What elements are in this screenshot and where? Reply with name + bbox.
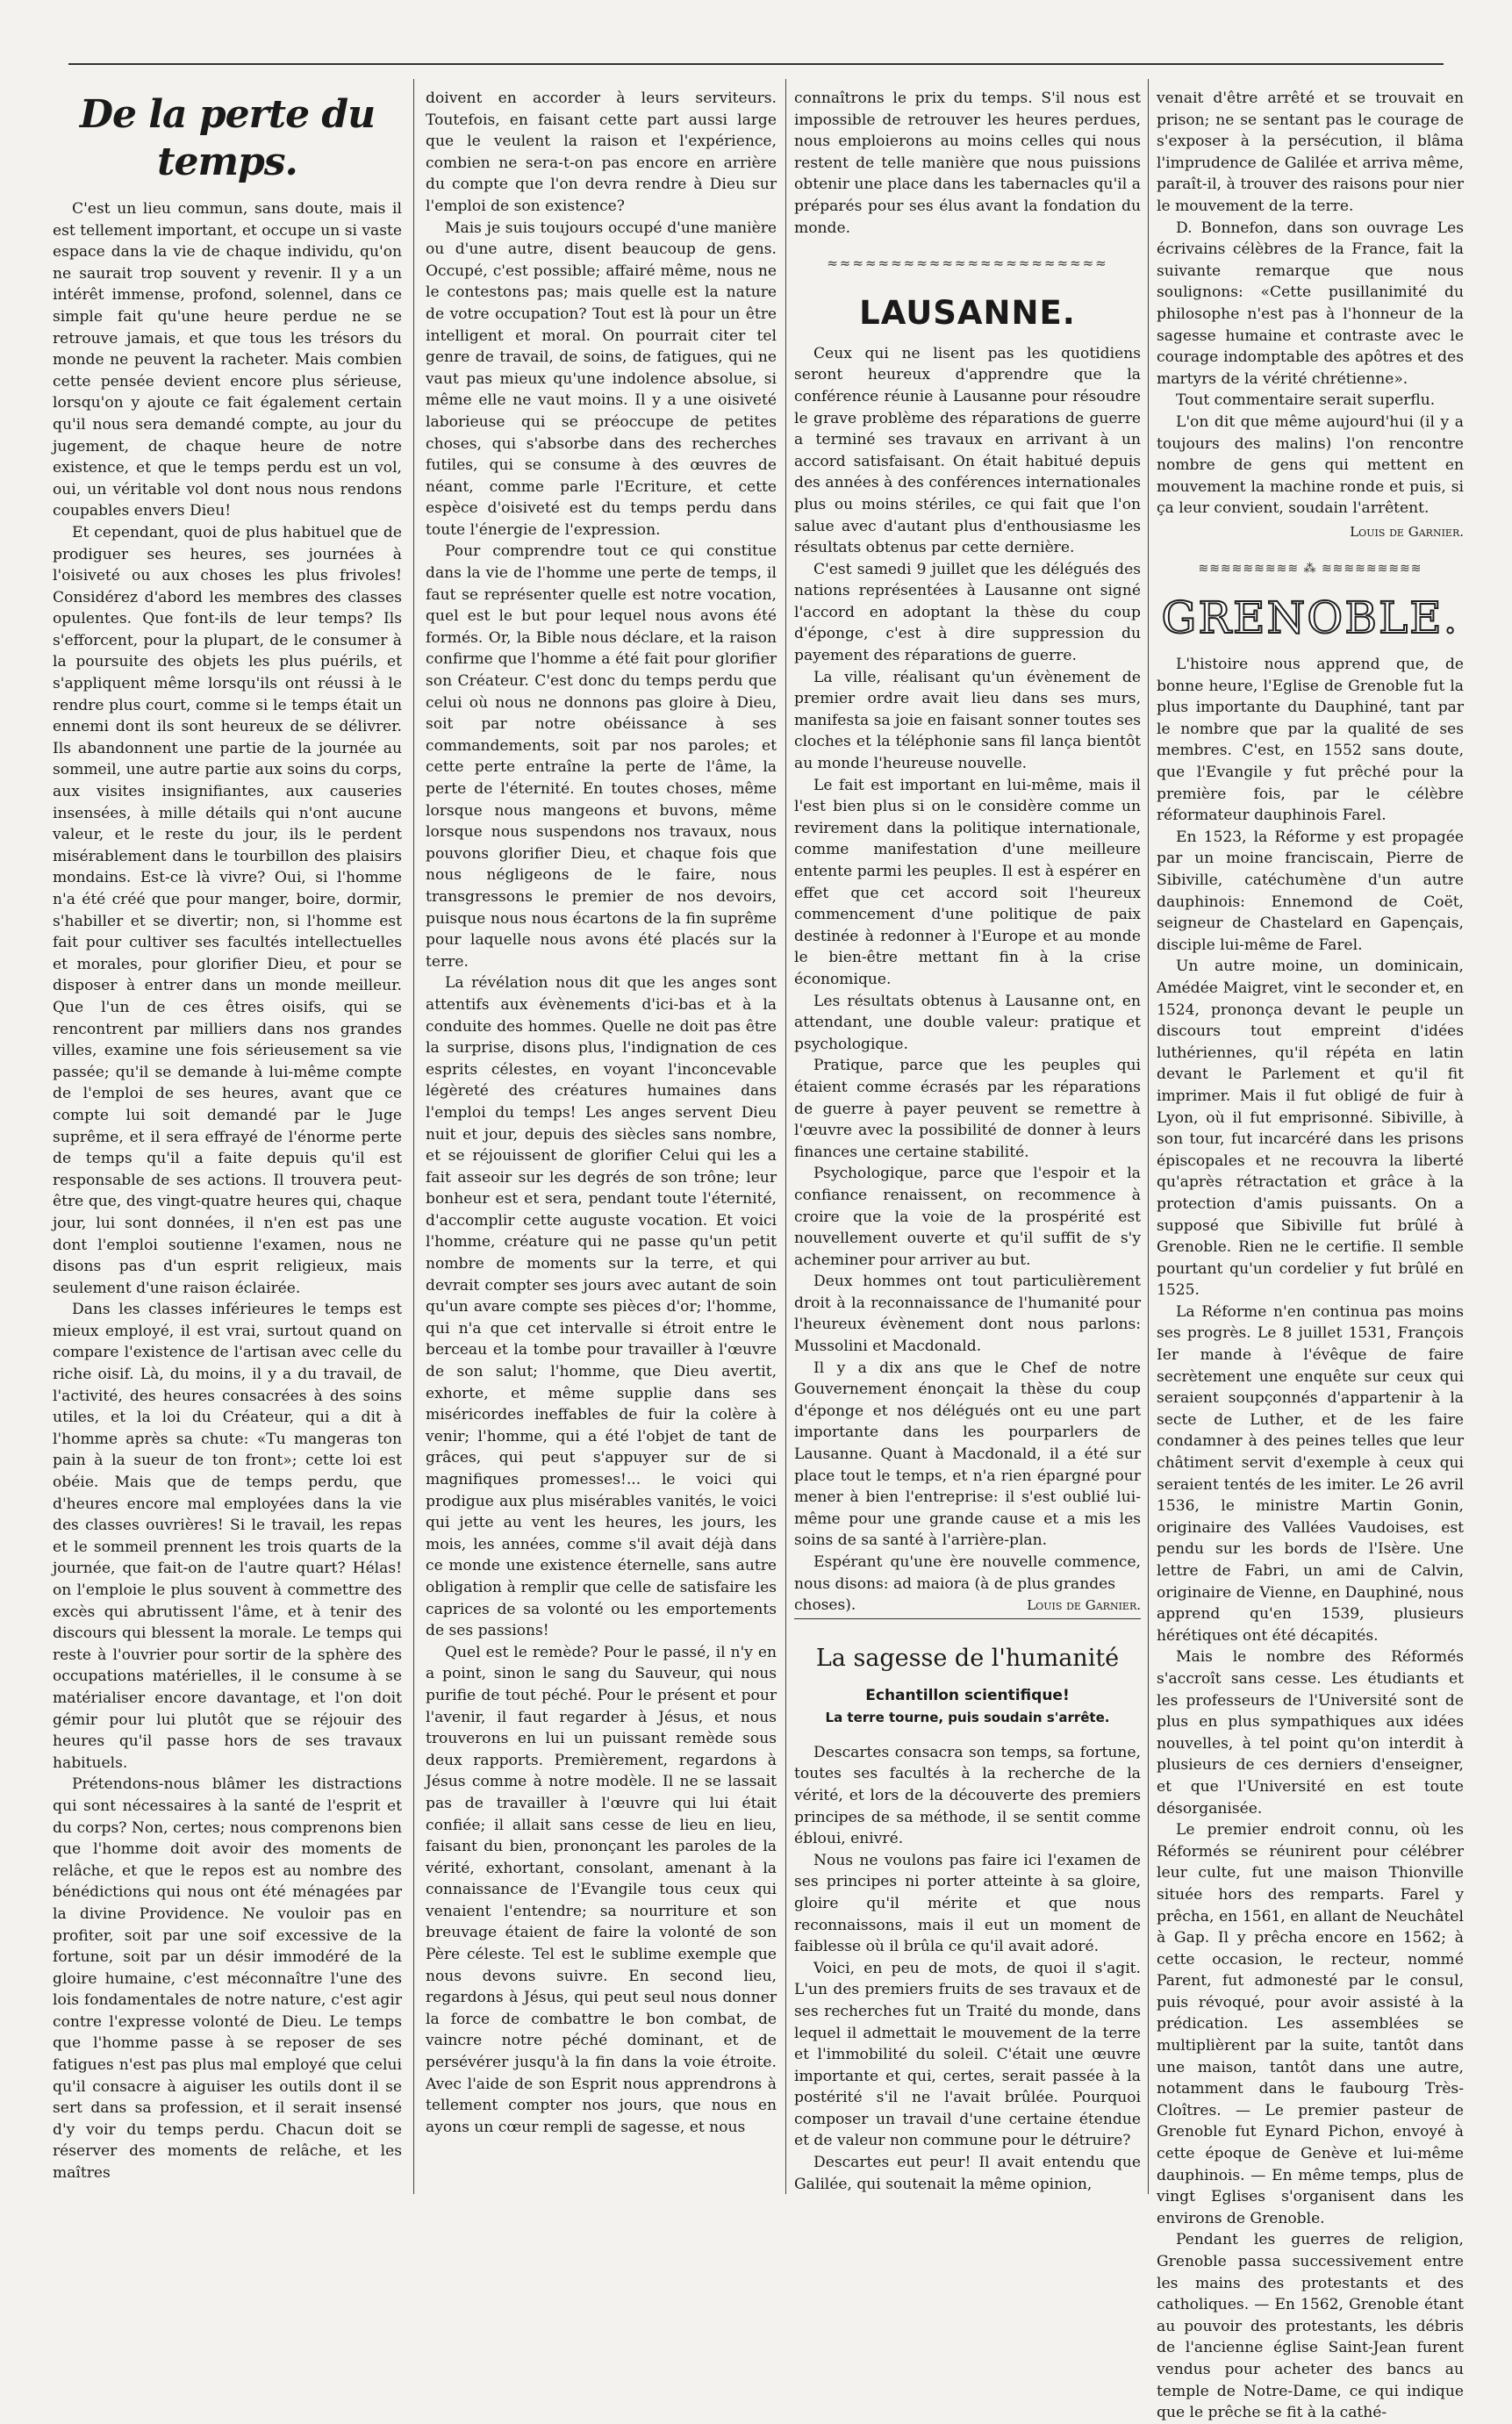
paragraph: doivent en accorder à leurs serviteurs. Toutefois, en faisant cette part aussi large que le veulent la raison et l'expérience, combien ne sera-t-on pas encore en arrière du compte que l'on devra rendre à Dieu sur l'emploi de son existence? <box>426 90 777 215</box>
column-1 <box>53 88 402 2190</box>
article-title-lausanne: LAUSANNE. <box>859 293 1076 332</box>
paragraph: Dans les classes inférieures le temps est mieux employé, il est vrai, surtout quand on compare l'existence de l'artisan avec celle du riche oisif. Là, du moins, il y a du travail, de l'activité, des heures consacrées à des soins utiles, et la loi du Créateur, qui a dit à l'homme après sa chute: «Tu mangeras ton pain à la sueur de ton front»; cette loi est obéie. Mais que de temps perdu, que d'heures encore mal employées dans la vie des classes ouvrières! Si le travail, les repas et le sommeil prennent les trois quarts de la journée, que fait-on de l'autre quart? Hélas! on l'emploie le plus souvent à commettre des excès qui abrutissent l'âme, et à tenir des discours qui blessent la morale. Le temps qui reste à l'ouvrier pour sortir de la sphère des occupations matérielles, il le consume à se matérialiser encore davantage, et l'on doit gémir pour lui plutôt que se réjouir des heures qu'il passe hors de ses travaux habituels. <box>53 1301 402 1772</box>
paragraph: Pendant les guerres de religion, Grenoble passa successivement entre les mains des protestants et des catholiques. — En 1562, Grenoble étant au pouvoir des protestants, les débris de l'ancienne église Saint-Jean furent vendus pour acheter des bancs au temple de Notre-Dame, ce qui indique que le prêche se fit à la cathé- <box>1157 2231 1464 2422</box>
paragraph: Mais le nombre des Réformés s'accroît sans cesse. Les étudiants et les professeurs de l'Université sont de plus en plus sympathiques aux idées nouvelles, à tel point qu'on interdit à plusieurs de ces derniers d'enseigner, et que l'Université en est toute désorganisée. <box>1157 1648 1464 1818</box>
author-signature: Louis de Garnier. <box>1027 1597 1141 1614</box>
paragraph: Nous ne voulons pas faire ici l'examen de ses principes ni porter atteinte à sa gloire, gloire qu'il mérite et que nous reconnaissons, mais il eut un moment de faiblesse où il brûla ce qu'il avait adoré. <box>794 1851 1141 1956</box>
paragraph: C'est un lieu commun, sans doute, mais il est tellement important, et occupe un si vaste espace dans la vie de chaque individu, qu'on ne saurait trop souvent y revenir. Il y a un intérêt immense, profond, solennel, dans ce simple fait qu'une heure perdue ne se retrouve jamais, et que tous les trésors du monde ne peuvent la racheter. Mais combien cette pensée devient encore plus sérieuse, lorsqu'on y ajoute ce fait également certain qu'il nous sera demandé compte, au jour du jugement, de chaque heure de notre existence, et que le temps perdu est un vol, oui, un véritable vol dont nous nous rendons coupables envers Dieu! <box>53 200 402 520</box>
paragraph: Un autre moine, un dominicain, Amédée Maigret, vint le seconder et, en 1524, prononça devant le peuple un discours tout empreint d'idées luthériennes, qu'il répéta en latin devant le Parlement et qu'il fit imprimer. Mais il fut obligé de fuir à Lyon, où il fut emprisonné. Sibiville, à son tour, fut incarcéré dans les prisons épiscopales et ne recouvra la liberté qu'après rétractation et grâce à la protection d'amis puissants. On a supposé que Sibiville fut brûlé à Grenoble. Rien ne le certifie. Il semble pourtant qu'un cordelier y fut brûlé en 1525. <box>1157 957 1464 1300</box>
ornament-divider: ≋≋≋≋≋≋≋≋≋ ⁂ ≋≋≋≋≋≋≋≋≋ <box>1198 562 1422 577</box>
paragraph: Tout commentaire serait superflu. <box>1176 391 1436 410</box>
paragraph: Descartes eut peur! Il avait entendu que Galilée, qui soutenait la même opinion, <box>794 2154 1141 2193</box>
author-signature: Louis de Garnier. <box>1350 523 1464 540</box>
paragraph: L'on dit que même aujourd'hui (il y a toujours des malins) l'on rencontre nombre de gens qui mettent en mouvement la machine ronde et puis, si ça leur convient, soudain l'arrêtent. <box>1157 412 1464 518</box>
article-title-perte-du-temps: De la perte du temps. <box>79 92 376 184</box>
paragraph: Les résultats obtenus à Lausanne ont, en attendant, une double valeur: pratique et psychologique. <box>794 992 1141 1053</box>
top-rule <box>68 63 1444 65</box>
closing-text: choses). <box>794 1596 856 1615</box>
paragraph: Quel est le remède? Pour le passé, il n'y en a point, sinon le sang du Sauveur, qui nous purifie de tout péché. Pour le présent et pour l'avenir, il faut regarder à Jésus, et nous trouverons en lui un puissant remède sous deux rapports. Premièrement, regardons à Jésus comme à notre modèle. Il ne se lassait pas de travailler à l'œuvre qui lui était confiée; il allait sans cesse de lieu en lieu, faisant du bien, prononçant les paroles de la vérité, exhortant, consolant, amenant à la connaissance de l'Evangile tous ceux qui venaient l'entendre; sa nourriture et son breuvage étaient de faire la volonté de son Père céleste. Tel est le sublime exemple que nous devons suivre. En second lieu, regardons à Jésus, qui peut seul nous donner la force de combattre le bon combat, de vaincre notre péché dominant, et de persévérer jusqu'à la fin dans la voie étroite. Avec l'aide de son Esprit nous apprendrons à tellement compter nos jours, que nous en ayons un cœur rempli de sagesse, et nous <box>426 1643 777 2136</box>
article-title-grenoble: GRENOBLE. <box>1161 592 1459 644</box>
paragraph: Deux hommes ont tout particulièrement droit à la reconnaissance de l'humanité pour l'heureux évènement dont nous parlons: Mussolini et Macdonald. <box>794 1273 1141 1356</box>
paragraph: C'est samedi 9 juillet que les délégués des nations représentées à Lausanne ont signé l'accord en adoptant la thèse du coup d'éponge, c'est à dire suppression du payement des réparations de guerre. <box>794 560 1141 665</box>
paragraph: venait d'être arrêté et se trouvait en prison; ne se sentant pas le courage de s'exposer à la persécution, il blâma l'imprudence de Galilée et arriva même, paraît-il, à trouver des raisons pour nier le mouvement de la terre. <box>1157 90 1464 215</box>
paragraph: Voici, en peu de mots, de quoi il s'agit. L'un des premiers fruits de ses travaux et de ses recherches fut un Traité du monde, dans lequel il admettait le mouvement de la terre et l'immobilité du soleil. C'était une œuvre importante et qui, certes, serait passée à la postérité s'il ne l'avait brûlée. Pourquoi composer un travail d'une certaine étendue et de valeur non commune pour le détruire? <box>794 1959 1141 2150</box>
signature-line <box>794 1595 1141 1619</box>
column-3 <box>794 88 1141 2193</box>
paragraph: Espérant qu'une ère nouvelle commence, nous disons: ad maiora (à de plus grandes <box>794 1553 1141 1593</box>
paragraph: Ceux qui ne lisent pas les quotidiens seront heureux d'apprendre que la conférence réunie à Lausanne pour résoudre le grave problème des réparations de guerre a terminé ses travaux en arrivant à un accord satisfaisant. On était habitué depuis des années à des conférences internationales plus ou moins stériles, ce qui fait que l'on salue avec d'autant plus d'enthousiasme les résultats obtenus par cette dernière. <box>794 344 1141 557</box>
article-title-sagesse: La sagesse de l'humanité <box>815 1644 1120 1672</box>
paragraph: Il y a dix ans que le Chef de notre Gouvernement énonçait la thèse du coup d'éponge et nos délégués ont eu une part importante dans les pourparlers de Lausanne. Quant à Macdonald, il a été sur place tout le temps, et n'a rien épargné pour mener à bien l'entreprise: il s'est oublié lui-même pour une grande cause et a mis les soins de sa santé à l'arrière-plan. <box>794 1359 1141 1550</box>
article-subtitle-2: La terre tourne, puis soudain s'arrête. <box>825 1709 1110 1725</box>
paragraph: Mais je suis toujours occupé d'une manière ou d'une autre, disent beaucoup de gens. Occupé, c'est possible; affairé même, nous ne le contestons pas; mais quelle est la nature de votre occupation? Tout est là pour un être intelligent et moral. On pourrait citer tel genre de travail, de soins, de fatigues, qui ne vaut pas mieux qu'une indolence absolue, si même elle ne vaut moins. Il y a une oisiveté laborieuse qui se préoccupe de petites choses, qui s'absorbe dans des recherches futiles, qui se consume à des œuvres de néant, comme parle l'Ecriture, et cette espèce d'oisiveté est du temps perdu dans toute l'énergie de l'expression. <box>426 219 777 539</box>
paragraph: Pour comprendre tout ce qui constitue dans la vie de l'homme une perte de temps, il faut se représenter quelle est notre vocation, quel est le but pour lequel nous avons été formés. Or, la Bible nous déclare, et la raison confirme que l'homme a été fait pour glorifier son Créateur. C'est donc du temps perdu que celui où nous ne donnons pas gloire à Dieu, soit par notre obéissance à ses commandements, soit par nos paroles; et cette perte entraîne la perte de l'âme, la perte de l'éternité. En toutes choses, même lorsque nous mangeons et buvons, même lorsque nous suspendons nos travaux, nous pouvons glorifier Dieu, et chaque fois que nous négligeons de le faire, nous transgressons le premier de nos devoirs, puisque nous nous écartons de la fin suprême pour laquelle nous avons été placés sur la terre. <box>426 542 777 971</box>
paragraph: connaîtrons le prix du temps. S'il nous est impossible de retrouver les heures perdues, nous emploierons au moins celles qui nous restent de telle manière que nous puissions obtenir une place dans les tabernacles qu'il a préparés pour ses élus avant la fondation du monde. <box>794 90 1141 237</box>
paragraph: Le fait est important en lui-même, mais il l'est bien plus si on le considère comme un revirement dans la politique internationale, comme manifestation d'une meilleure entente parmi les peuples. Il est à espérer en effet que cet accord soit l'heureux commencement d'une politique de paix destinée à redonner à l'Europe et au monde le bien-être mettant fin à la crise économique. <box>794 776 1141 988</box>
article-subtitle: Echantillon scientifique! <box>865 1686 1070 1704</box>
paragraph: Pratique, parce que les peuples qui étaient comme écrasés par les réparations de guerre à payer peuvent se remettre à l'œuvre avec la possibilité de donner à leurs finances une certaine stabilité. <box>794 1057 1141 1161</box>
paragraph: L'histoire nous apprend que, de bonne heure, l'Eglise de Grenoble fut la plus importante du Dauphiné, tant par le nombre que par la qualité de ses membres. C'est, en 1552 sans doute, que l'Evangile y fut prêché pour la première fois, par le célèbre réformateur dauphinois Farel. <box>1157 656 1464 825</box>
column-rule <box>1148 79 1149 2194</box>
paragraph: La Réforme n'en continua pas moins ses progrès. Le 8 juillet 1531, François Ier mande à l'évêque de faire secrètement une enquête sur ceux qui seraient soupçonnés d'appartenir à la secte de Luther, et de les faire condamner à des peines telles que leur châtiment servit d'exemple à ceux qui seraient tentés de les imiter. Le 26 avril 1536, le ministre Martin Gonin, originaire des Vallées Vaudoises, est pendu sur les bords de l'Isère. Une lettre de Fabri, un ami de Calvin, originaire de Vienne, en Dauphiné, nous apprend qu'en 1539, plusieurs hérétiques ont été décapités. <box>1157 1302 1464 1645</box>
paragraph: Psychologique, parce que l'espoir et la confiance renaissent, on recommence à croire que la voie de la prospérité est nouvellement ouverte et qu'il suffit de s'y acheminer pour arriver au but. <box>794 1165 1141 1269</box>
column-4 <box>1157 88 1464 2422</box>
paragraph: Prétendons-nous blâmer les distractions qui sont nécessaires à la santé de l'esprit et du corps? Non, certes; nous comprenons bien que l'homme doit avoir des moments de relâche, et que le repos est au nombre des bénédictions qui nous ont été ménagées par la divine Providence. Ne vouloir pas en profiter, soit par une soif excessive de la fortune, soit par un désir immodéré de la gloire humaine, c'est méconnaître l'une des lois fondamentales de notre nature, c'est agir contre l'expresse volonté de Dieu. Le temps que l'homme passe à se reposer de ses fatigues n'est pas plus mal employé que celui qu'il consacre à aiguiser les outils dont il se sert dans sa profession, et il serait insensé d'y voir du temps perdu. Chacun doit se réserver des moments de relâche, et les maîtres <box>53 1775 402 2183</box>
column-rule <box>785 79 786 2194</box>
paragraph: D. Bonnefon, dans son ouvrage Les écrivains célèbres de la France, fait la suivante remarque que nous soulignons: «Cette pusillanimité du philosophe n'est pas à l'honneur de la sagesse humaine et contraste avec le courage indomptable des apôtres et des martyrs de la vérité chrétienne». <box>1157 219 1464 388</box>
paragraph: La ville, réalisant qu'un évènement de premier ordre avait lieu dans ses murs, manifesta sa joie en faisant sonner toutes ses cloches et la téléphonie sans fil lança bientôt au monde l'heureuse nouvelle. <box>794 668 1141 773</box>
ornament-divider: ≈≈≈≈≈≈≈≈≈≈≈≈≈≈≈≈≈≈≈≈≈≈ <box>827 255 1108 272</box>
paragraph: Le premier endroit connu, où les Réformés se réunirent pour célébrer leur culte, fut une maison Thionville située hors des remparts. Farel y prêcha, en 1561, en allant de Neuchâtel à Gap. Il y prêcha encore en 1562; à cette occasion, le recteur, nommé Parent, fut admonesté par le consul, puis révoqué, pour avoir assisté à la prédication. Les assemblées se multiplièrent par la suite, tantôt dans une maison, tantôt dans une autre, notamment dans le faubourg Très-Cloîtres. — Le premier pasteur de Grenoble fut Eynard Pichon, envoyé à cette époque de Genève et lui-même dauphinois. — En même temps, plus de vingt Eglises s'organisent dans les environs de Grenoble. <box>1157 1821 1464 2227</box>
paragraph: La révélation nous dit que les anges sont attentifs aux évènements d'ici-bas et à la conduite des hommes. Quelle ne doit pas être la surprise, disons plus, l'indignation de ces esprits célestes, en voyant l'inconcevable légèreté des créatures humaines dans l'emploi du temps! Les anges servent Dieu nuit et jour, depuis des siècles sans nombre, et se réjouissent de glorifier Celui qui les a fait asseoir sur les degrés de son trône; leur bonheur est et sera, pendant toute l'éternité, d'accomplir cette auguste vocation. Et voici l'homme, créature qui ne passe qu'un petit nombre de moments sur la terre, et qui devrait compter ses jours avec autant de soin qu'un avare compte ses pièces d'or; l'homme, qui n'a que cet intervalle si étroit entre le berceau et la tombe pour travailler à l'œuvre de son salut; l'homme, que Dieu avertit, exhorte, et même supplie dans ses miséricordes ineffables de fuir la colère à venir; l'homme, qui a été l'objet de tant de grâces, qui peut s'appuyer sur de si magnifiques promesses!... le voici qui prodigue aux plus misérables vanités, le voici qui jette au vent les heures, les jours, les mois, les années, comme s'il avait déjà dans ce monde une existence éternelle, sans autre obligation à remplir que celle de satisfaire les caprices de sa volonté ou les emportements de ses passions! <box>426 974 777 1640</box>
column-rule <box>413 79 414 2194</box>
paragraph: Descartes consacra son temps, sa fortune, toutes ses facultés à la recherche de la vérité, et lors de la découverte des premiers principes de sa méthode, il se sentit comme ébloui, enivré. <box>794 1743 1141 1848</box>
paragraph: Et cependant, quoi de plus habituel que de prodiguer ses heures, ses journées à l'oisiveté ou aux choses les plus frivoles! Considérez d'abord les membres des classes opulentes. Que font-ils de leur temps? Ils s'efforcent, pour la plupart, de le consumer à la poursuite des objets les plus puérils, et s'appliquent même lorsqu'ils ont réussi à le rendre plus court, comme si le temps était un ennemi dont ils sont heureux de se délivrer. Ils abandonnent une partie de la journée au sommeil, une autre partie aux soins du corps, aux visites insignifiantes, aux causeries insensées, à mille détails qui n'ont aucune valeur, et le reste du jour, ils le perdent misérablement dans le tourbillon des plaisirs mondains. Est-ce là vivre? Oui, si l'homme n'a été créé que pour manger, boire, dormir, s'habiller et se divertir; non, si l'homme est fait pour cultiver ses facultés intellectuelles et morales, pour glorifier Dieu, et pour se disposer à entrer dans un monde meilleur. Que l'un de ces êtres oisifs, qui se rencontrent par milliers dans nos grandes villes, examine une fois sérieusement sa vie passée; qu'il se demande à lui-même compte de l'emploi de ses heures, avant que ce compte lui soit demandé par le Juge suprême, et il sera effrayé de l'énorme perte de temps qu'il a faite depuis qu'il est responsable de ses actions. Il trouvera peut-être que, des vingt-quatre heures qui, chaque jour, lui sont données, il n'en est pas une dont l'emploi soutienne l'examen, nous ne disons pas d'un esprit religieux, mais seulement d'une raison éclairée. <box>53 523 402 1297</box>
paragraph: En 1523, la Réforme y est propagée par un moine franciscain, Pierre de Sibiville, catéchumène d'un autre dauphinois: Ennemond de Coët, seigneur de Chastelard en Gapençais, disciple lui-même de Farel. <box>1157 828 1464 954</box>
column-2 <box>426 88 777 2190</box>
